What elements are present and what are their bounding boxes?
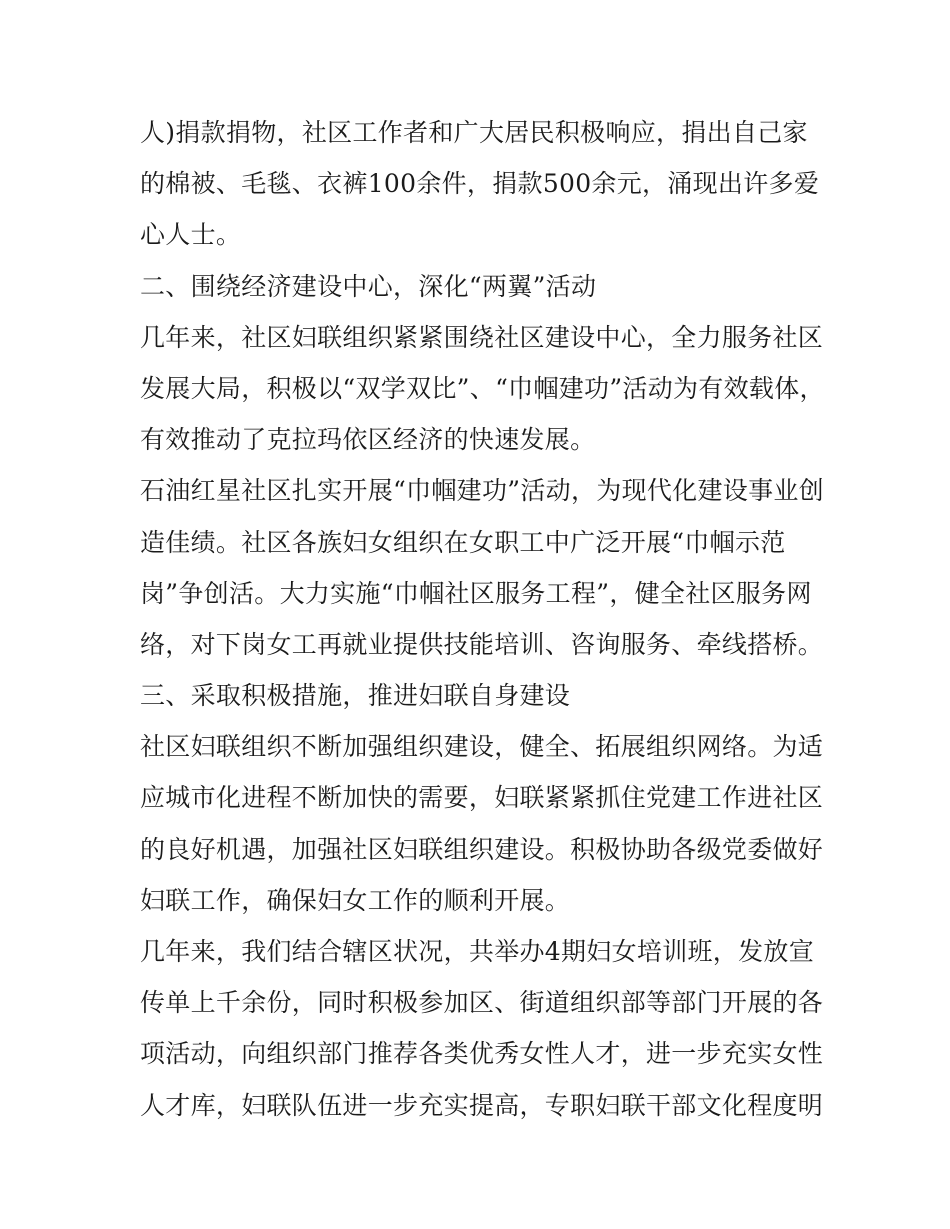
section-heading-3: 三、采取积极措施，推进妇联自身建设: [140, 681, 571, 711]
text-line: 应城市化进程不断加快的需要，妇联紧紧抓住党建工作进社区: [140, 783, 824, 813]
text-line: 传单上千余份，同时积极参加区、街道组织部等部门开展的各: [140, 988, 824, 1018]
text-line: 发展大局，积极以“双学双比”、“巾帼建功”活动为有效载体，: [140, 373, 825, 403]
body-text: [140, 107, 825, 1131]
text-line: 有效推动了克拉玛依区经济的快速发展。: [140, 425, 596, 455]
text-line: 石油红星社区扎实开展“巾帼建功”活动，为现代化建设事业创: [140, 476, 824, 506]
text-line: 络，对下岗女工再就业提供技能培训、咨询服务、牵线搭桥。: [140, 629, 824, 659]
text-line: 岗”争创活。大力实施“巾帼社区服务工程”，健全社区服务网: [140, 578, 812, 608]
text-line: 心人士。: [140, 220, 242, 250]
section-heading-2: 二、围绕经济建设中心，深化“两翼”活动: [140, 271, 597, 301]
text-line: 造佳绩。社区各族妇女组织在女职工中广泛开展“巾帼示范: [140, 527, 786, 557]
text-line: 人)捐款捐物，社区工作者和广大居民积极响应，捐出自己家: [140, 118, 808, 147]
text-line: 妇联工作，确保妇女工作的顺利开展。: [140, 885, 571, 915]
text-line: 社区妇联组织不断加强组织建设，健全、拓展组织网络。为适: [140, 732, 824, 762]
text-line: 的良好机遇，加强社区妇联组织建设。积极协助各级党委做好: [140, 834, 824, 864]
text-line: 的棉被、毛毯、衣裤100余件，捐款500余元，涌现出许多爱: [140, 169, 820, 199]
text-line: 几年来，我们结合辖区状况，共举办4期妇女培训班，发放宣: [140, 937, 815, 966]
text-line: 人才库，妇联队伍进一步充实提高，专职妇联干部文化程度明: [140, 1090, 824, 1120]
text-line: 项活动，向组织部门推荐各类优秀女性人才，进一步充实女性: [140, 1039, 824, 1069]
text-line: 几年来，社区妇联组织紧紧围绕社区建设中心，全力服务社区: [140, 322, 824, 352]
